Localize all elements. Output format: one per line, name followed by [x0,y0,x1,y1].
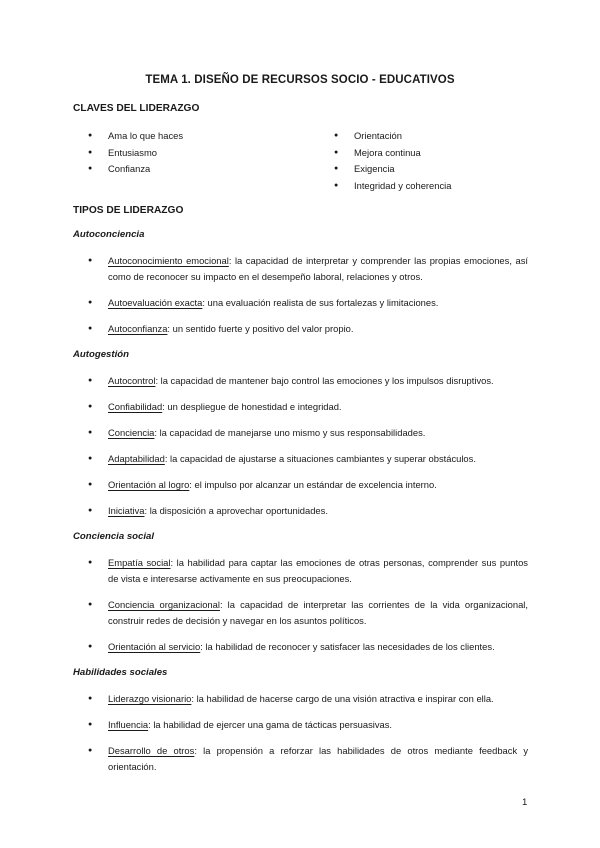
item-term: Adaptabilidad [108,453,165,464]
list-item: ● Integridad y coherencia [354,178,451,195]
item-text: : la capacidad de ajustarse a situaciones cambiantes y superar obstáculos. [164,453,476,464]
list-item: ● Ama lo que haces [108,128,183,145]
document-title: TEMA 1. DISEÑO DE RECURSOS SOCIO - EDUCATIVOS [145,74,455,86]
item-text: : la capacidad de manejarse uno mismo y sus responsabilidades. [154,427,426,438]
item-text: : la habilidad para captar las emociones de otras personas, comprender sus puntos de vista e interesarse activamente en sus preocupaciones. [108,557,528,584]
list-item [108,373,528,389]
section-title-autoconciencia: Autoconciencia [73,229,145,240]
list-item [108,451,528,467]
list-item [108,503,528,519]
item-term: Autoconfianza [108,323,168,334]
item-text: : la capacidad de mantener bajo control las emociones y los impulsos disruptivos. [155,375,494,386]
item-text: : la disposición a aprovechar oportunidades. [144,505,328,516]
list-item [108,743,528,775]
item-term: Conciencia [108,427,155,438]
list-item [108,399,528,415]
list-item: ● Exigencia [354,161,451,178]
item-term: Iniciativa [108,505,145,516]
claves-left-column [108,128,183,178]
list-item [108,717,528,733]
item-term: Orientación al servicio [108,641,201,652]
item-term: Desarrollo de otros [108,745,195,756]
tipos-heading: TIPOS DE LIDERAZGO [73,205,184,216]
item-text: : la habilidad de ejercer una gama de tácticas persuasivas. [148,719,393,730]
list-item [108,597,528,629]
claves-heading: CLAVES DEL LIDERAZGO [73,103,200,114]
list-item [108,477,528,493]
list-item [108,295,528,311]
page-number: 1 [522,797,528,808]
item-term: Liderazgo visionario [108,693,192,704]
item-text: : la capacidad de interpretar las corrientes de la vida organizacional, construir redes de decisión y navegar en los asuntos políticos. [108,599,528,626]
list-item [108,425,528,441]
item-term: Autoconocimiento emocional [108,255,229,266]
list-item: ● Entusiasmo [108,145,183,162]
list-item [108,691,528,707]
item-text: : un despliegue de honestidad e integridad. [162,401,342,412]
item-term: Orientación al logro [108,479,190,490]
section-title-conciencia-social: Conciencia social [73,531,155,542]
list-item: ● Mejora continua [354,145,451,162]
claves-right-column [354,128,451,194]
list-item: ● Confianza [108,161,183,178]
item-term: Influencia [108,719,149,730]
item-term: Empatía social [108,557,171,568]
list-item: ● Orientación [354,128,451,145]
item-term: Autocontrol [108,375,156,386]
list-item [108,321,528,337]
section-title-autogestion: Autogestión [73,349,129,360]
item-term: Conciencia organizacional [108,599,220,610]
item-text: : un sentido fuerte y positivo del valor propio. [167,323,354,334]
list-item [108,639,528,655]
item-text: : el impulso por alcanzar un estándar de excelencia interno. [189,479,437,490]
list-item [108,253,528,285]
item-text: : la propensión a reforzar las habilidades de otros mediante feedback y orientación. [108,745,529,772]
list-item [108,555,528,587]
item-term: Autoevaluación exacta [108,297,203,308]
item-text: : una evaluación realista de sus fortalezas y limitaciones. [202,297,439,308]
item-text: : la capacidad de interpretar y comprender las propias emociones, así como de reconocer su impacto en el desempeño laboral, relaciones y otros. [108,255,528,282]
item-term: Confiabilidad [108,401,163,412]
item-text: : la habilidad de reconocer y satisfacer las necesidades de los clientes. [200,641,495,652]
item-text: : la habilidad de hacerse cargo de una visión atractiva e inspirar con ella. [191,693,494,704]
section-title-habilidades-sociales: Habilidades sociales [73,667,168,678]
